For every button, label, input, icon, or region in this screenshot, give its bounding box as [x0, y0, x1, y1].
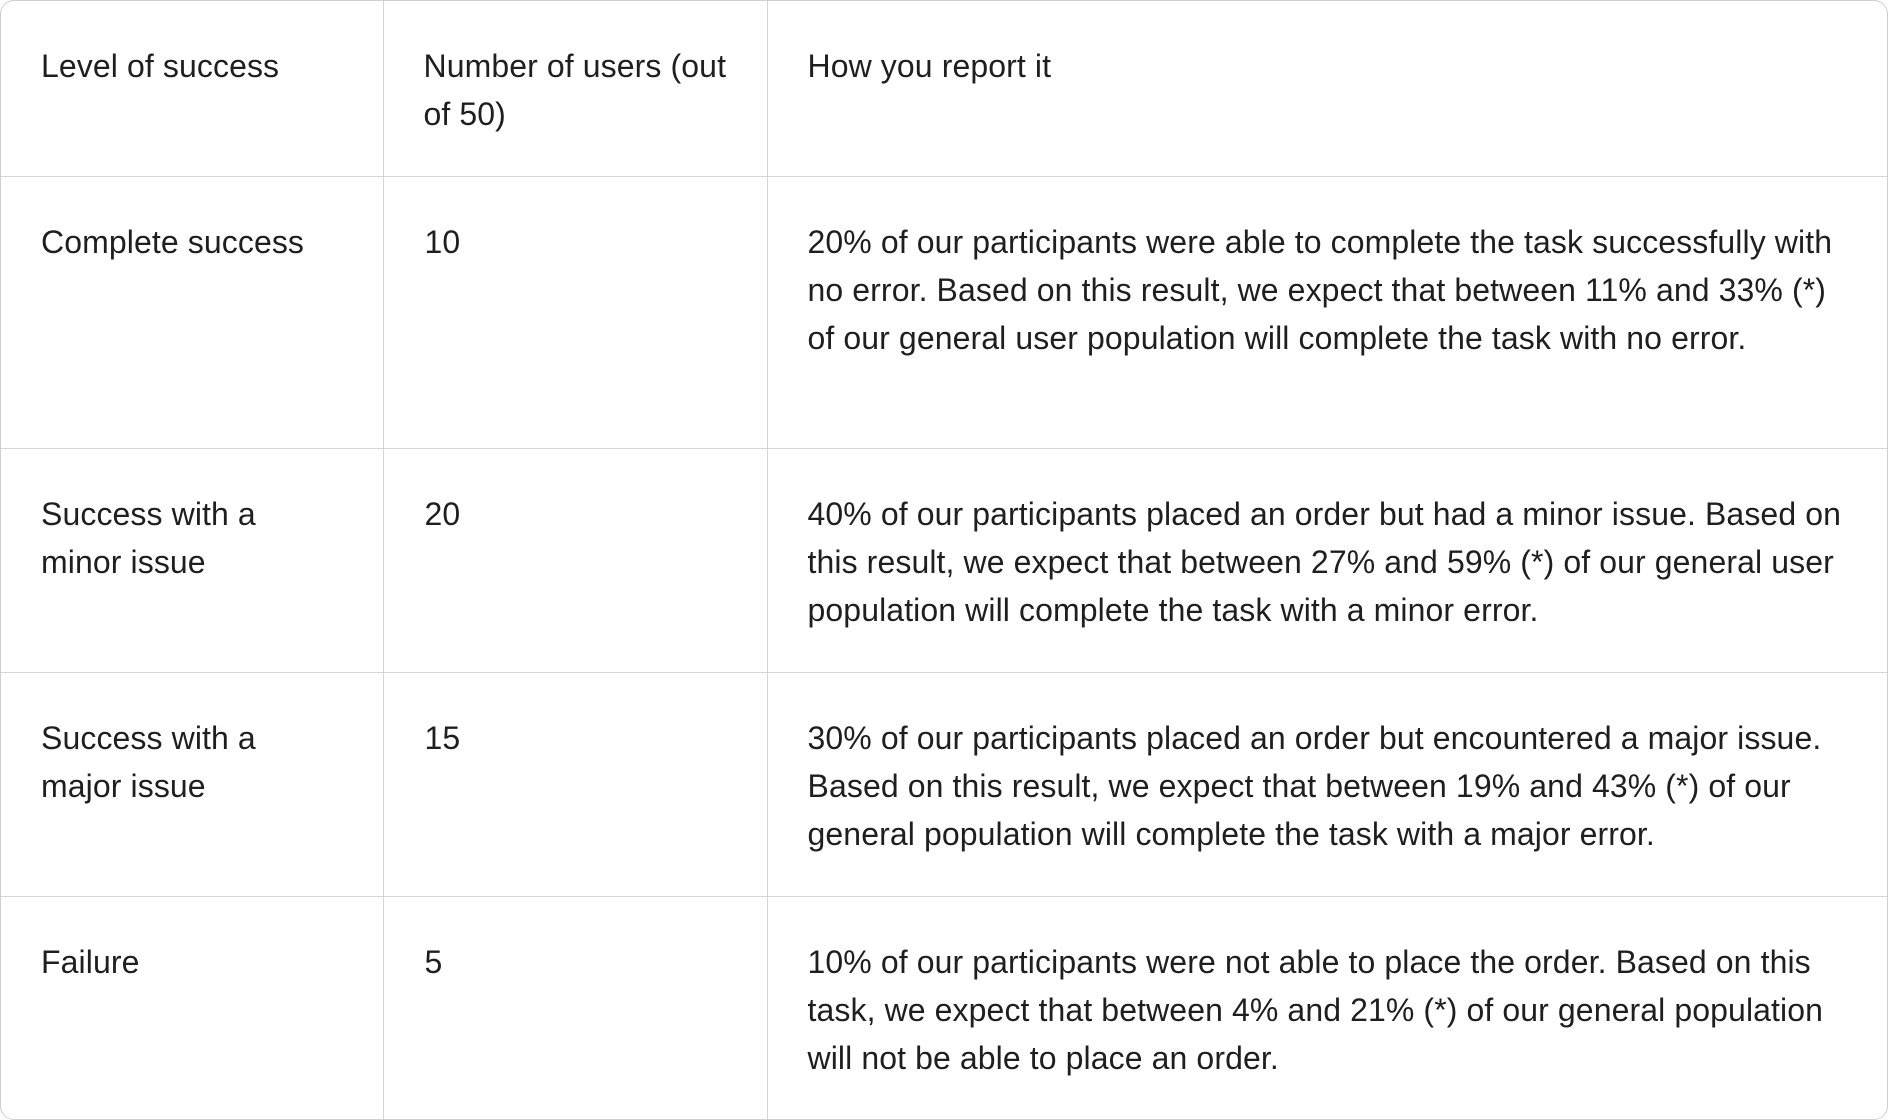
cell-report: 10% of our participants were not able to place the order. Based on this task, we expect that between 4% and 21% (*) of our general population will not be able to place an order.: [807, 943, 1824, 1076]
cell-users: 5: [383, 896, 767, 1119]
cell-users: 10: [383, 176, 767, 448]
table-row: [1, 672, 1887, 896]
cell-report: 20% of our participants were able to complete the task successfully with no error. Based on this result, we expect that between 11% and 33% (*) of our general user population will complete the task with no error.: [767, 176, 1887, 448]
cell-report: 30% of our participants placed an order but encountered a major issue. Based on this result, we expect that between 19% and 43% (*) of our general population will complete the task with a major error.: [767, 672, 1887, 896]
cell-level: Success with a major issue: [1, 672, 383, 896]
cell-level: Complete success: [1, 176, 383, 448]
cell-users: 15: [383, 672, 767, 896]
cell-level: Success with a minor issue: [1, 448, 383, 672]
cell-report: 40% of our participants placed an order but had a minor issue. Based on this result, we expect that between 27% and 59% (*) of our general user population will complete the task with a minor error.: [767, 448, 1887, 672]
table-row: [1, 448, 1887, 672]
table-row: [1, 176, 1887, 448]
table-header-row: [1, 1, 1887, 176]
header-number-of-users: Number of users (out of 50): [383, 1, 767, 176]
header-how-you-report-it: How you report it: [767, 1, 1887, 176]
table-row: [1, 896, 1887, 1119]
header-level-of-success: Level of success: [1, 1, 383, 176]
cell-users: 20: [383, 448, 767, 672]
success-levels-table: [1, 1, 1887, 1119]
cell-level: Failure: [1, 896, 383, 1119]
